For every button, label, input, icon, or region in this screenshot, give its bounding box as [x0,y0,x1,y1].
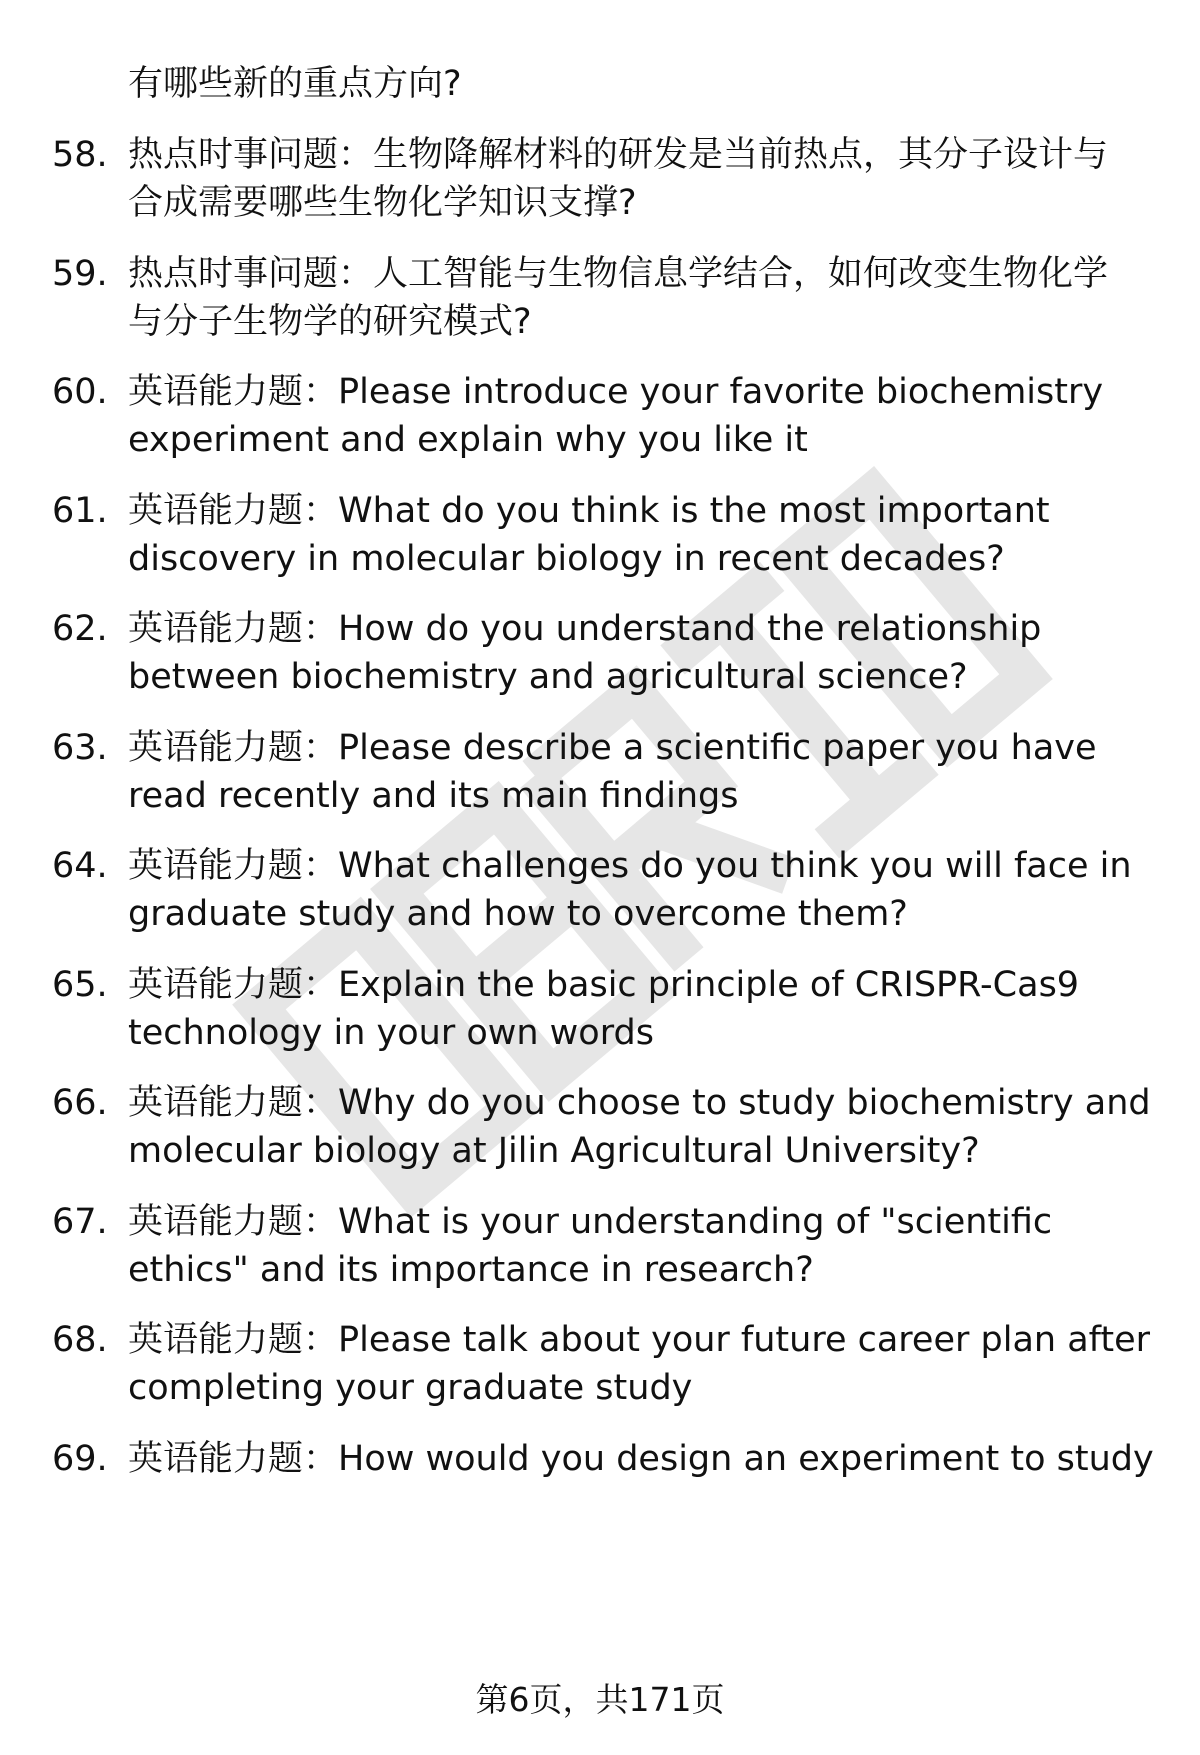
question-text-line: 英语能力题：Please introduce your favorite biochemistry [128,372,1104,412]
question-text-line: read recently and its main findings [128,776,739,816]
question-text [128,724,1168,820]
question-text [128,1435,1168,1483]
question-text-line: 英语能力题：Explain the basic principle of CRISPR-Cas9 [128,965,1080,1005]
page-footer: 第6页，共171页 [475,1680,725,1719]
question-text-line: technology in your own words [128,1013,654,1053]
question-text-line: completing your graduate study [128,1368,693,1408]
question-number: 62. [52,609,108,649]
question-text-line: 与分子生物学的研究模式? [128,302,532,342]
question-text [128,842,1168,938]
question-text-line: ethics" and its importance in research? [128,1250,814,1290]
question-text-line: 英语能力题：Please talk about your future career plan after [128,1320,1151,1360]
question-text-line: 英语能力题：How would you design an experiment to study [128,1439,1154,1479]
question-text [128,487,1168,583]
question-text-line: experiment and explain why you like it [128,420,808,460]
question-number: 60. [52,372,108,412]
question-number: 59. [52,254,108,294]
question-text-line: 英语能力题：What do you think is the most important [128,491,1050,531]
question-text-line: 英语能力题：Please describe a scientific paper you have [128,728,1097,768]
question-number: 58. [52,135,108,175]
question-text-line: graduate study and how to overcome them? [128,894,908,934]
previous-question-continuation: 有哪些新的重点方向? [128,64,462,104]
question-text-line: 英语能力题：How do you understand the relationship [128,609,1042,649]
question-text-line: 热点时事问题：人工智能与生物信息学结合，如何改变生物化学 [128,254,1109,294]
question-text [128,1079,1168,1175]
question-text [128,961,1168,1057]
question-number: 66. [52,1083,108,1123]
question-text-line: between biochemistry and agricultural science? [128,657,968,697]
question-text-line: 热点时事问题：生物降解材料的研发是当前热点，其分子设计与 [128,135,1109,175]
question-number: 68. [52,1320,108,1360]
question-text-line: molecular biology at Jilin Agricultural University? [128,1131,980,1171]
question-text-line: 英语能力题：Why do you choose to study biochemistry and [128,1083,1151,1123]
question-text [128,1198,1168,1294]
question-text-line: 合成需要哪些生物化学知识支撑? [128,183,637,223]
question-text-line: discovery in molecular biology in recent decades? [128,539,1005,579]
question-text [128,1316,1168,1412]
question-text [128,368,1168,464]
question-number: 61. [52,491,108,531]
question-text [128,131,1168,227]
question-text [128,250,1168,346]
question-number: 69. [52,1439,108,1479]
question-text-line: 英语能力题：What is your understanding of "scientific [128,1202,1053,1242]
question-number: 67. [52,1202,108,1242]
question-number: 65. [52,965,108,1005]
question-text-line: 英语能力题：What challenges do you think you will face in [128,846,1132,886]
question-number: 63. [52,728,108,768]
question-number: 64. [52,846,108,886]
question-text [128,605,1168,701]
